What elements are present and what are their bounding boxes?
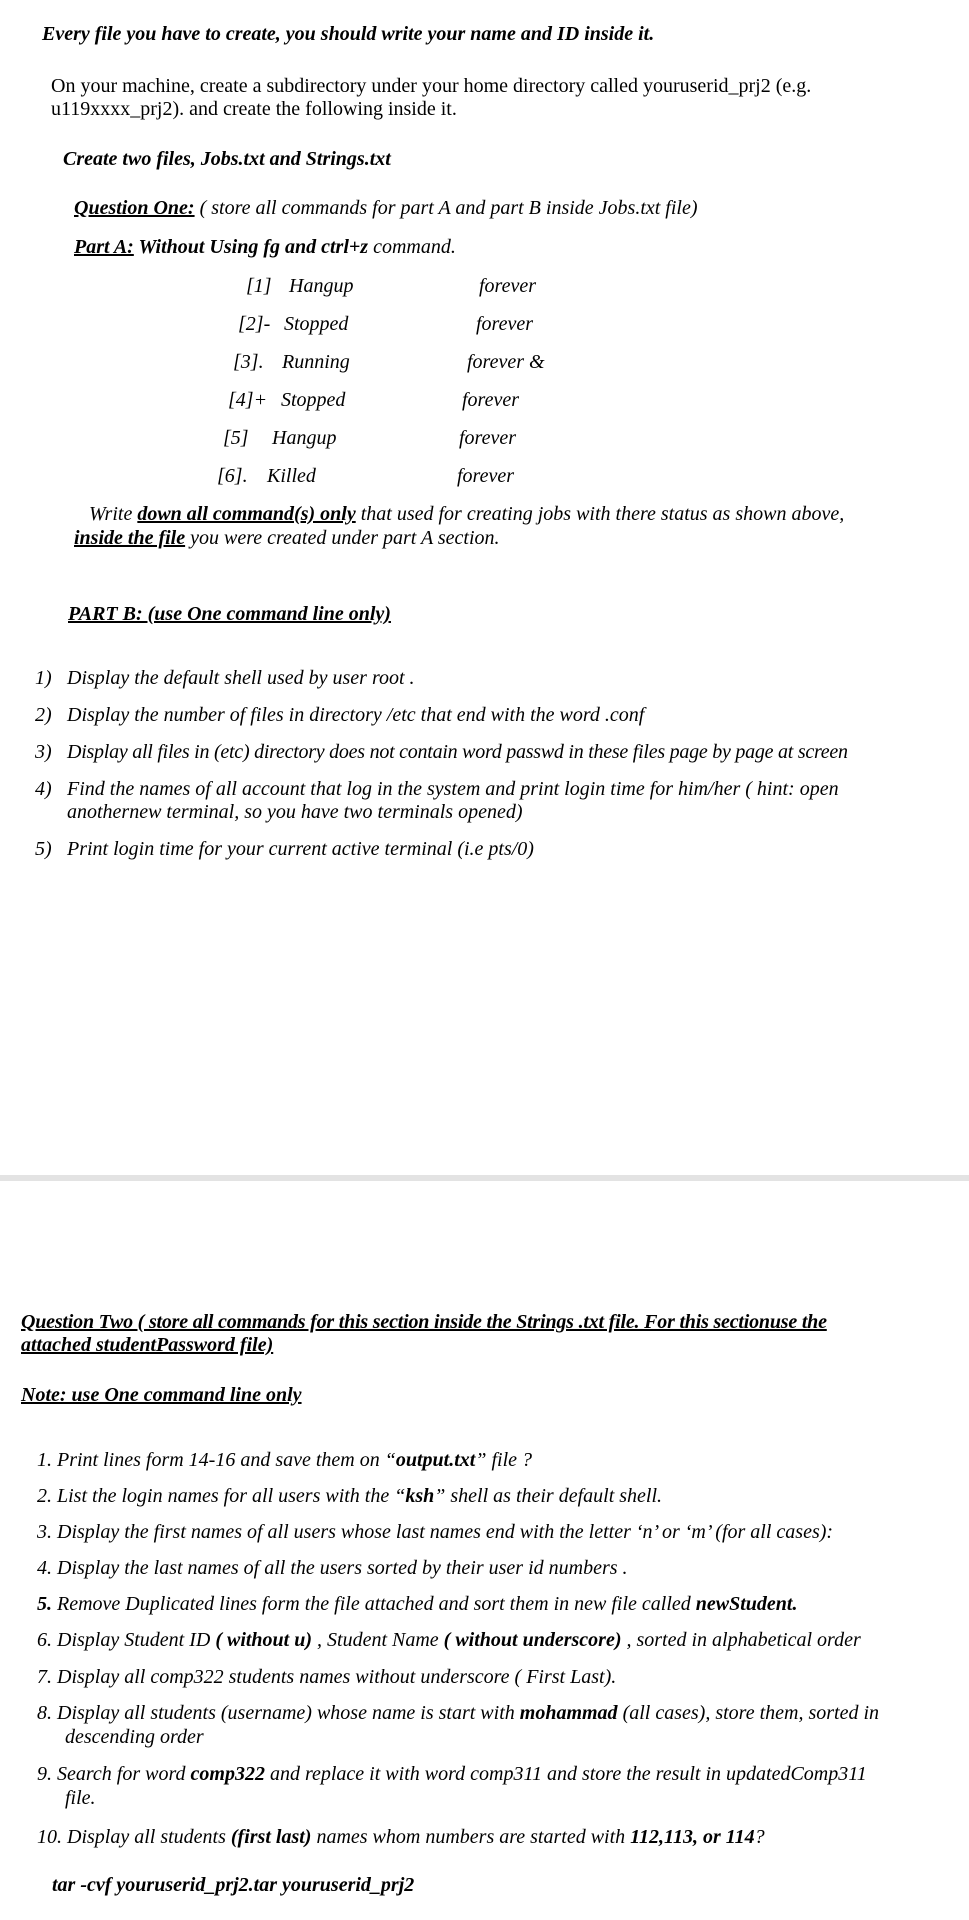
question-two-item-9	[37, 1763, 867, 1786]
job-id: [2]-	[238, 313, 271, 335]
item-number: 2)	[35, 704, 52, 726]
question-two-item-5	[37, 1593, 797, 1616]
part-b-item-5	[35, 838, 955, 864]
part-a-rest: command.	[368, 236, 456, 258]
item-number: 1)	[35, 667, 52, 689]
item-text: 2. List the login names for all users with the “	[37, 1485, 406, 1507]
job-id: [6].	[217, 465, 248, 487]
item-text-mid: names whom numbers are started with	[311, 1826, 631, 1848]
mohammad-emphasis: mohammad	[519, 1702, 618, 1724]
item-number: 3)	[35, 741, 52, 763]
question-one-title: Question One:	[74, 197, 195, 219]
item-text-end: , sorted in alphabetical order	[621, 1629, 861, 1651]
write-down-post-2: you were created under part A section.	[185, 527, 500, 549]
job-row-3	[0, 351, 969, 377]
comp322-emphasis: comp322	[190, 1763, 265, 1785]
intro-line-1: On your machine, create a subdirectory under your home directory called youruserid_prj2 (e.g.	[51, 75, 812, 97]
item-text: Display all files in (etc) directory does not contain word passwd in these files page by page at screen	[67, 741, 848, 763]
question-two-item-8-continued: descending order	[65, 1726, 204, 1748]
without-u-emphasis: ( without u)	[215, 1629, 313, 1651]
instruction-heading: Every file you have to create, you should write your name and ID inside it.	[42, 23, 655, 45]
intro-line-2: u119xxxx_prj2). and create the following inside it.	[51, 98, 457, 120]
write-down-line-2	[74, 527, 500, 550]
job-row-1	[0, 275, 969, 301]
item-text: 1. Print lines form 14-16 and save them on “	[37, 1449, 396, 1471]
question-two-item-1	[37, 1449, 532, 1472]
item-text-end: ” file ?	[475, 1449, 533, 1471]
job-state: Stopped	[281, 389, 346, 411]
write-down-pre: Write	[89, 503, 138, 525]
part-b-heading: PART B: (use One command line only)	[68, 603, 391, 625]
item-text: 10. Display all students	[37, 1826, 231, 1848]
item-text: Display the default shell used by user root .	[67, 667, 415, 689]
part-b-item-4	[35, 778, 955, 828]
part-a-label: Part A:	[74, 236, 134, 258]
first-last-emphasis: (first last)	[230, 1826, 312, 1848]
write-down-post: that used for creating jobs with there status as shown above,	[355, 503, 845, 525]
write-down-line-1	[89, 503, 844, 526]
question-two-item-4: 4. Display the last names of all the users sorted by their user id numbers .	[37, 1557, 628, 1579]
new-student-file-name: newStudent.	[695, 1593, 798, 1615]
job-state: Stopped	[284, 313, 349, 335]
job-command: forever	[457, 465, 515, 487]
item-text-end: and replace it with word comp311 and store the result in updatedComp311	[264, 1763, 867, 1785]
question-one-heading	[74, 197, 698, 220]
inside-the-file-emphasis: inside the file	[74, 527, 186, 549]
job-command: forever	[476, 313, 534, 335]
job-command: forever	[479, 275, 537, 297]
job-command: forever	[459, 427, 517, 449]
write-down-emphasis: down all command(s) only	[137, 503, 356, 525]
item-number: 4)	[35, 778, 52, 800]
item-number: 5.	[37, 1593, 52, 1615]
shell-name: ksh	[405, 1485, 435, 1507]
item-text: Remove Duplicated lines form the file attached and sort them in new file called	[52, 1593, 696, 1615]
job-state: Running	[282, 351, 350, 373]
item-text: 8. Display all students (username) whose name is start with	[37, 1702, 520, 1724]
job-id: [3].	[233, 351, 264, 373]
numbers-emphasis: 112,113, or 114	[630, 1826, 755, 1848]
job-state: Hangup	[289, 275, 354, 297]
note-heading: Note: use One command line only	[21, 1384, 302, 1406]
output-file-name: output.txt	[395, 1449, 476, 1471]
job-row-2	[0, 313, 969, 339]
question-two-item-9-continued: file.	[65, 1787, 96, 1809]
item-number: 5)	[35, 838, 52, 860]
page-separator	[0, 1175, 969, 1181]
item-text-end: ?	[754, 1826, 765, 1848]
create-files-heading: Create two files, Jobs.txt and Strings.txt	[63, 148, 391, 170]
part-b-item-1	[35, 667, 955, 693]
job-row-4	[0, 389, 969, 415]
job-id: [1]	[246, 275, 272, 297]
question-two-item-2	[37, 1485, 662, 1508]
item-text-end: ” shell as their default shell.	[434, 1485, 663, 1507]
item-text-continued: anothernew terminal, so you have two terminals opened)	[67, 801, 523, 823]
question-two-heading-line-2: attached studentPassword file)	[21, 1334, 274, 1356]
question-one-note: ( store all commands for part A and part B inside Jobs.txt file)	[194, 197, 698, 219]
job-id: [4]+	[228, 389, 268, 411]
question-two-item-6	[37, 1629, 861, 1652]
job-command: forever	[462, 389, 520, 411]
part-a-condition: Without Using fg and ctrl+z	[133, 236, 369, 258]
item-text: Display the number of files in directory /etc that end with the word .conf	[67, 704, 645, 726]
job-row-5	[0, 427, 969, 453]
question-two-item-10	[37, 1826, 765, 1849]
part-b-item-2	[35, 704, 955, 730]
item-text-end: (all cases), store them, sorted in	[617, 1702, 880, 1724]
item-text: 6. Display Student ID	[37, 1629, 216, 1651]
job-command: forever &	[467, 351, 545, 373]
job-id: [5]	[223, 427, 249, 449]
question-two-item-7: 7. Display all comp322 students names without underscore ( First Last).	[37, 1666, 617, 1688]
without-underscore-emphasis: ( without underscore)	[443, 1629, 622, 1651]
item-text: Find the names of all account that log in the system and print login time for him/her ( hint: open	[67, 778, 839, 800]
job-row-6	[0, 465, 969, 491]
part-b-item-3	[35, 741, 965, 767]
question-two-item-8	[37, 1702, 879, 1725]
job-state: Hangup	[272, 427, 337, 449]
question-two-heading-line-1: Question Two ( store all commands for this section inside the Strings .txt file. For this sectionuse the	[21, 1311, 827, 1333]
job-state: Killed	[267, 465, 316, 487]
item-text: Print login time for your current active terminal (i.e pts/0)	[67, 838, 534, 860]
question-two-item-3: 3. Display the first names of all users whose last names end with the letter ‘n’ or ‘m’ (for all cases):	[37, 1521, 834, 1543]
part-a-heading	[74, 236, 456, 259]
item-text-mid: , Student Name	[312, 1629, 444, 1651]
item-text: 9. Search for word	[37, 1763, 191, 1785]
tar-command: tar -cvf youruserid_prj2.tar youruserid_prj2	[52, 1874, 415, 1896]
